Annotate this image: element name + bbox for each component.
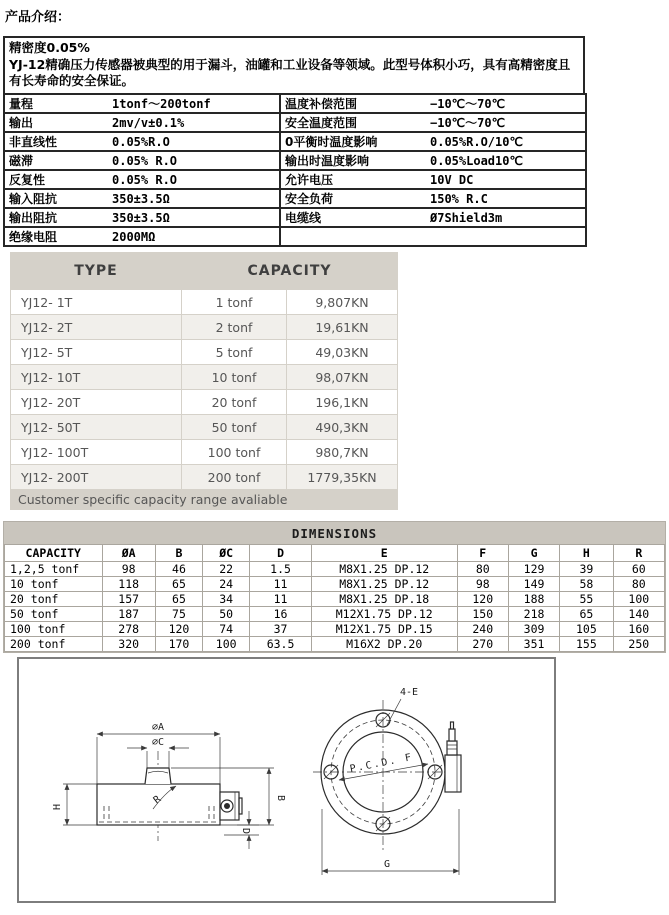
dim-cell: 60 — [613, 562, 664, 577]
dim-cell: 129 — [508, 562, 559, 577]
load-button-boss — [145, 768, 171, 784]
dim-cell: 140 — [613, 607, 664, 622]
table-row — [4, 151, 586, 170]
dim-cell: 100 — [613, 592, 664, 607]
spec-value: 350±3.5Ω — [92, 208, 280, 227]
dim-label-h: H — [52, 803, 63, 811]
tonf-cell: 1 tonf — [182, 290, 286, 314]
column-header: E — [311, 545, 457, 562]
table-footer-row — [11, 490, 397, 509]
dim-cell: 55 — [560, 592, 613, 607]
dim-cell: 170 — [155, 637, 202, 652]
dim-cell: 118 — [102, 577, 155, 592]
model-cell: YJ12- 1T — [11, 290, 181, 314]
column-header-capacity: CAPACITY — [182, 253, 397, 289]
dim-cell: 120 — [155, 622, 202, 637]
tonf-cell: 10 tonf — [182, 365, 286, 389]
column-header: R — [613, 545, 664, 562]
load-cell-drawings — [19, 659, 554, 901]
spec-label: 非直线性 — [4, 132, 92, 151]
spec-value: Ø7Shield3m — [410, 208, 586, 227]
spec-label: 磁滞 — [4, 151, 92, 170]
dim-cell: 250 — [613, 637, 664, 652]
spec-label: 输出 — [4, 113, 92, 132]
dim-cell: 16 — [250, 607, 312, 622]
column-header: G — [508, 545, 559, 562]
dim-cell: M8X1.25 DP.18 — [311, 592, 457, 607]
dim-label-r: R — [151, 793, 164, 807]
spec-label: 安全温度范围 — [280, 113, 410, 132]
dim-cell: 50 — [203, 607, 250, 622]
tonf-cell: 20 tonf — [182, 390, 286, 414]
kn-cell: 196,1KN — [287, 390, 397, 414]
dim-cell: 218 — [508, 607, 559, 622]
spec-value: 150% R.C — [410, 189, 586, 208]
dim-cell: 46 — [155, 562, 202, 577]
kn-cell: 1779,35KN — [287, 465, 397, 489]
page-title: 产品介绍： — [5, 10, 71, 25]
dim-cell: 98 — [457, 577, 508, 592]
kn-cell: 980,7KN — [287, 440, 397, 464]
dimensions-section — [3, 521, 666, 653]
spec-value: −10℃～70℃ — [410, 94, 586, 113]
technical-drawing-box — [17, 657, 556, 903]
table-row — [11, 290, 397, 314]
table-row — [11, 390, 397, 414]
dim-cell: 74 — [203, 622, 250, 637]
dim-cell: 11 — [250, 577, 312, 592]
side-view-drawing — [52, 722, 286, 849]
table-row — [4, 113, 586, 132]
spec-label: 允许电压 — [280, 170, 410, 189]
table-row — [11, 340, 397, 364]
dim-cell: 58 — [560, 577, 613, 592]
spec-value: 2000MΩ — [92, 227, 280, 246]
table-row — [5, 592, 665, 607]
kn-cell: 49,03KN — [287, 340, 397, 364]
bolt-hole-note: 4-E — [400, 687, 419, 698]
spec-label: 温度补偿范围 — [280, 94, 410, 113]
tonf-cell: 5 tonf — [182, 340, 286, 364]
dim-cell: 20 tonf — [5, 592, 103, 607]
spec-table — [3, 93, 587, 247]
table-row — [11, 365, 397, 389]
model-cell: YJ12- 20T — [11, 390, 181, 414]
column-header: ØA — [102, 545, 155, 562]
spec-value: 350±3.5Ω — [92, 189, 280, 208]
table-row — [4, 94, 586, 113]
spec-value: 0.05% R.O — [92, 151, 280, 170]
dim-cell: 188 — [508, 592, 559, 607]
spec-label: 反复性 — [4, 170, 92, 189]
model-cell: YJ12- 10T — [11, 365, 181, 389]
kn-cell: 9,807KN — [287, 290, 397, 314]
dim-label-b: B — [275, 794, 286, 802]
model-cell: YJ12- 200T — [11, 465, 181, 489]
capacity-table-container — [10, 252, 398, 510]
dim-cell: 100 tonf — [5, 622, 103, 637]
table-row — [5, 607, 665, 622]
description-line: YJ-12精确压力传感器被典型的用于漏斗，油罐和工业设备等领域。此型号体积小巧，具有高精密度且有长寿命的安全保证。 — [9, 56, 571, 88]
spec-value: 0.05%Load10℃ — [410, 151, 586, 170]
dim-label-pcd-f: P.C.D. F — [348, 752, 415, 776]
spec-label: 输入阻抗 — [4, 189, 92, 208]
dim-cell: 34 — [203, 592, 250, 607]
dim-cell: 351 — [508, 637, 559, 652]
spec-value — [410, 227, 586, 246]
kn-cell: 19,61KN — [287, 315, 397, 339]
table-row — [5, 577, 665, 592]
cable-connector-top — [445, 755, 461, 792]
dim-cell: M12X1.75 DP.12 — [311, 607, 457, 622]
dim-cell: 1,2,5 tonf — [5, 562, 103, 577]
kn-cell: 98,07KN — [287, 365, 397, 389]
table-row — [5, 622, 665, 637]
dim-cell: 37 — [250, 622, 312, 637]
dim-cell: 155 — [560, 637, 613, 652]
dim-cell: 10 tonf — [5, 577, 103, 592]
dim-cell: 98 — [102, 562, 155, 577]
dim-cell: 65 — [155, 577, 202, 592]
table-row — [11, 465, 397, 489]
dim-cell: 75 — [155, 607, 202, 622]
dim-label-d: D — [240, 827, 251, 835]
spec-value: 0.05%R.O/10℃ — [410, 132, 586, 151]
dim-cell: 39 — [560, 562, 613, 577]
spec-value: 1tonf～200tonf — [92, 94, 280, 113]
dim-label-dia-c: ⌀C — [151, 737, 165, 748]
column-header: ØC — [203, 545, 250, 562]
dim-cell: 120 — [457, 592, 508, 607]
product-description-box — [3, 36, 585, 95]
dim-cell: 187 — [102, 607, 155, 622]
table-row — [4, 189, 586, 208]
spec-label: 输出阻抗 — [4, 208, 92, 227]
column-header: CAPACITY — [5, 545, 103, 562]
dim-cell: 270 — [457, 637, 508, 652]
dimensions-table — [4, 544, 665, 652]
tonf-cell: 100 tonf — [182, 440, 286, 464]
table-row — [11, 315, 397, 339]
column-header: D — [250, 545, 312, 562]
model-cell: YJ12- 5T — [11, 340, 181, 364]
dim-cell: M16X2 DP.20 — [311, 637, 457, 652]
dim-cell: 11 — [250, 592, 312, 607]
dim-cell: 149 — [508, 577, 559, 592]
table-row — [5, 637, 665, 652]
dim-cell: 63.5 — [250, 637, 312, 652]
spec-label: 安全负荷 — [280, 189, 410, 208]
dim-cell: 157 — [102, 592, 155, 607]
capacity-table — [10, 252, 398, 510]
spec-label — [280, 227, 410, 246]
dim-cell: 100 — [203, 637, 250, 652]
table-row — [11, 440, 397, 464]
kn-cell: 490,3KN — [287, 415, 397, 439]
capacity-footer-note: Customer specific capacity range avaliable — [11, 490, 397, 509]
spec-label: 电缆线 — [280, 208, 410, 227]
spec-label: 输出时温度影响 — [280, 151, 410, 170]
table-row — [4, 132, 586, 151]
dim-cell: 320 — [102, 637, 155, 652]
model-cell: YJ12- 100T — [11, 440, 181, 464]
dim-cell: 309 — [508, 622, 559, 637]
dim-cell: 240 — [457, 622, 508, 637]
table-row — [4, 208, 586, 227]
dim-cell: 200 tonf — [5, 637, 103, 652]
precision-line: 精密度0.05% — [9, 40, 90, 55]
centerline — [313, 700, 455, 852]
dimensions-title: DIMENSIONS — [4, 522, 665, 544]
dim-cell: 80 — [613, 577, 664, 592]
column-header: B — [155, 545, 202, 562]
table-row — [4, 227, 586, 246]
dim-label-dia-a: ⌀A — [151, 722, 165, 733]
model-cell: YJ12- 2T — [11, 315, 181, 339]
dim-cell: 65 — [155, 592, 202, 607]
model-cell: YJ12- 50T — [11, 415, 181, 439]
dim-cell: M12X1.75 DP.15 — [311, 622, 457, 637]
table-header-row — [5, 545, 665, 562]
tonf-cell: 200 tonf — [182, 465, 286, 489]
tonf-cell: 2 tonf — [182, 315, 286, 339]
dim-cell: 160 — [613, 622, 664, 637]
dim-cell: 65 — [560, 607, 613, 622]
dim-cell: 1.5 — [250, 562, 312, 577]
dim-label-g: G — [383, 859, 391, 870]
tonf-cell: 50 tonf — [182, 415, 286, 439]
dim-cell: 278 — [102, 622, 155, 637]
dim-cell: 22 — [203, 562, 250, 577]
spec-value: 0.05%R.O — [92, 132, 280, 151]
dim-cell: M8X1.25 DP.12 — [311, 577, 457, 592]
spec-label: 0平衡时温度影响 — [280, 132, 410, 151]
column-header: H — [560, 545, 613, 562]
spec-label: 量程 — [4, 94, 92, 113]
table-row — [5, 562, 665, 577]
spec-value: −10℃～70℃ — [410, 113, 586, 132]
column-header: F — [457, 545, 508, 562]
table-row — [4, 170, 586, 189]
spec-value: 2mv/v±0.1% — [92, 113, 280, 132]
dim-cell: 24 — [203, 577, 250, 592]
dim-cell: 150 — [457, 607, 508, 622]
dim-cell: 50 tonf — [5, 607, 103, 622]
spec-value: 0.05% R.O — [92, 170, 280, 189]
top-view-drawing — [313, 687, 461, 875]
table-header-row — [11, 253, 397, 289]
dim-cell: 80 — [457, 562, 508, 577]
column-header-type: TYPE — [11, 253, 181, 289]
spec-label: 绝缘电阻 — [4, 227, 92, 246]
dim-cell: M8X1.25 DP.12 — [311, 562, 457, 577]
spec-value: 10V DC — [410, 170, 586, 189]
table-row — [11, 415, 397, 439]
dim-cell: 105 — [560, 622, 613, 637]
